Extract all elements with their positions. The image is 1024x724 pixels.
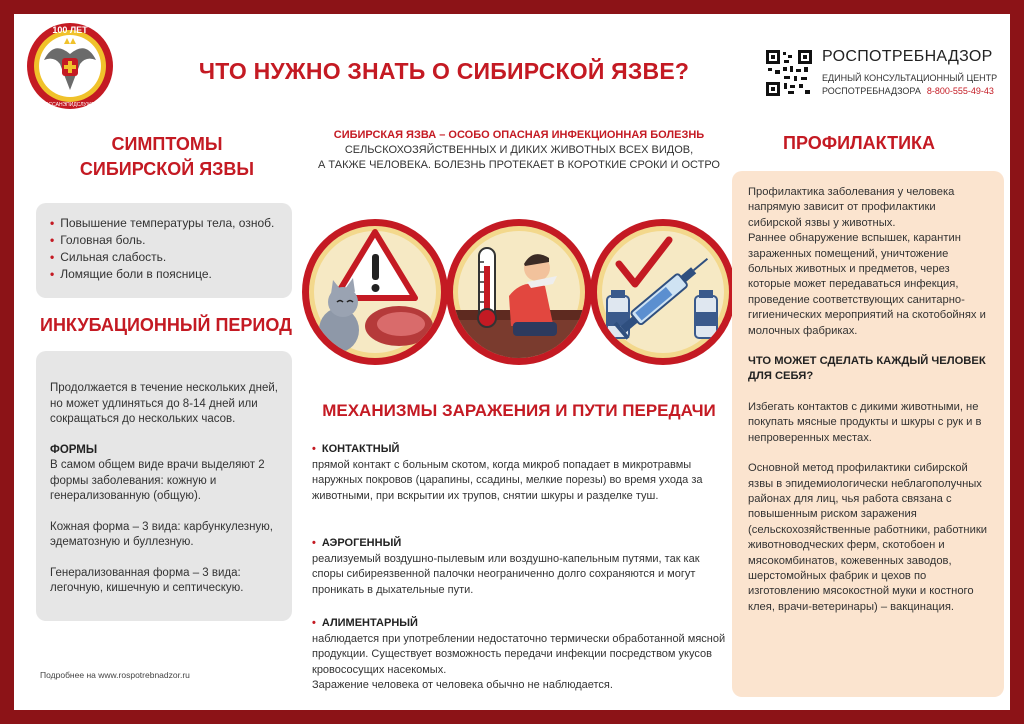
mechanism-aerogenic bbox=[312, 536, 732, 598]
intro-line-2: СЕЛЬСКОХОЗЯЙСТВЕННЫХ И ДИКИХ ЖИВОТНЫХ ВСЕХ ВИДОВ, bbox=[344, 144, 694, 156]
prevention-heading: ПРОФИЛАКТИКА bbox=[783, 133, 935, 153]
org-subtitle: ЕДИНЫЙ КОНСУЛЬТАЦИОННЫЙ ЦЕНТР bbox=[822, 73, 998, 83]
mechanism-title bbox=[312, 536, 732, 552]
mechanism-contact bbox=[312, 442, 732, 504]
hotline-phone: 8-800-555-49-43 bbox=[926, 86, 994, 96]
skin-form-text: Кожная форма – 3 вида: карбункулезную, эдематозную и буллезную. bbox=[50, 520, 274, 548]
page-title: ЧТО НУЖНО ЗНАТЬ О СИБИРСКОЙ ЯЗВЕ? bbox=[198, 58, 690, 84]
bullet-icon: • bbox=[50, 233, 55, 247]
symptom-text: Повышение температуры тела, озноб. bbox=[60, 216, 275, 230]
list-item bbox=[50, 232, 292, 249]
mechanism-title bbox=[312, 616, 732, 632]
forms-heading: ФОРМЫ bbox=[50, 443, 98, 456]
poster bbox=[14, 14, 1010, 710]
org-subtitle-2: РОСПОТРЕБНАДЗОРА bbox=[822, 86, 921, 96]
sick-person-thermometer-icon bbox=[446, 219, 592, 365]
contact-title: КОНТАКТНЫЙ bbox=[321, 443, 400, 455]
list-item bbox=[50, 266, 292, 283]
intro-text bbox=[314, 128, 724, 173]
warning-cat-meat-icon bbox=[302, 219, 448, 365]
mechanisms-heading: МЕХАНИЗМЫ ЗАРАЖЕНИЯ И ПУТИ ПЕРЕДАЧИ bbox=[322, 401, 716, 420]
bullet-icon: • bbox=[312, 617, 316, 629]
prevention-text-4: Основной метод профилактики сибирской язвы в эпидемиологически неблагополучных районах для лиц, чья работа связана с повышенным риском заражения (сельскохозяйственные работники, работники животноводческих ферм, скотобоен и мясокомбинатов, кожевенных заводов, шерстомойных фабрик и цехов по изготовлению мясокостной муки и костного клея, врачи-ветеринары) – вакцинация. bbox=[748, 462, 987, 613]
bullet-icon: • bbox=[312, 537, 316, 549]
symptoms-heading bbox=[36, 132, 298, 182]
aero-title: АЭРОГЕННЫЙ bbox=[321, 537, 402, 549]
intro-line-1: СИБИРСКАЯ ЯЗВА – ОСОБО ОПАСНАЯ ИНФЕКЦИОННАЯ БОЛЕЗНЬ bbox=[333, 129, 705, 141]
symptom-text: Головная боль. bbox=[60, 233, 146, 247]
symptoms-box bbox=[36, 203, 292, 298]
mechanism-alimentary bbox=[312, 616, 732, 694]
emblem-ring-text: ГОССАНЭПИДСЛУЖБА bbox=[42, 102, 98, 108]
qr-code-icon bbox=[766, 50, 812, 96]
aero-text: реализуемый воздушно-пылевым или воздушно-капельным путями, так как споры сибиреязвенной палочки неограниченно долго сохраняются и могут проникать в дыхательные пути. bbox=[312, 552, 700, 596]
transmission-note: Заражение человека от человека обычно не наблюдается. bbox=[312, 679, 613, 691]
bullet-icon: • bbox=[50, 267, 55, 281]
forms-text: В самом общем виде врачи выделяют 2 формы заболевания: кожную и генерализованную (общую). bbox=[50, 459, 265, 502]
vaccine-syringe-icon bbox=[590, 219, 736, 365]
org-subtitle-phone bbox=[822, 86, 994, 96]
prevention-question: ЧТО МОЖЕТ СДЕЛАТЬ КАЖДЫЙ ЧЕЛОВЕК ДЛЯ СЕБЯ? bbox=[748, 355, 986, 383]
list-item bbox=[50, 215, 292, 232]
mechanism-title bbox=[312, 442, 732, 458]
list-item bbox=[50, 249, 292, 266]
symptom-text: Сильная слабость. bbox=[60, 250, 167, 264]
footer-link-text: Подробнее на www.rospotrebnadzor.ru bbox=[40, 670, 190, 680]
emblem-years: 100 ЛЕТ bbox=[52, 25, 88, 35]
prevention-p1: Профилактика заболевания у человека напрямую зависит от профилактики сибирской язвы у животных. bbox=[748, 186, 955, 229]
org-name: РОСПОТРЕБНАДЗОР bbox=[822, 48, 993, 65]
bullet-icon: • bbox=[312, 443, 316, 455]
ali-title: АЛИМЕНТАРНЫЙ bbox=[321, 617, 418, 629]
prevention-box bbox=[732, 171, 1004, 697]
incubation-text: Продолжается в течение нескольких дней, но может удлиняться до 8-14 дней или сокращаться до нескольких часов. bbox=[50, 382, 278, 425]
symptom-text: Ломящие боли в пояснице. bbox=[60, 267, 212, 281]
generalized-form-text: Генерализованная форма – 3 вида: легочную, кишечную и септическую. bbox=[50, 566, 244, 594]
prevention-p2: Раннее обнаружение вспышек, карантин зараженных помещений, уничтожение больных животных и предметов, через которые может передаваться инфекция, проведение соответствующих санитарно-гигиенических мероприятий на скотобойнях и молочных фабриках. bbox=[748, 232, 986, 337]
prevention-text-3: Избегать контактов с дикими животными, не покупать мясные продукты и шкуры с рук и в непроверенных местах. bbox=[748, 400, 982, 444]
eagle-emblem-icon bbox=[24, 20, 116, 112]
bullet-icon: • bbox=[50, 250, 55, 264]
incubation-box bbox=[36, 351, 292, 621]
intro-line-3: А ТАКЖЕ ЧЕЛОВЕКА. БОЛЕЗНЬ ПРОТЕКАЕТ В КОРОТКИЕ СРОКИ И ОСТРО bbox=[318, 159, 720, 171]
ali-text: наблюдается при употреблении недостаточно термически обработанной мясной продукции. Существует возможность передачи инфекции посредством укусов кровососущих насекомых. bbox=[312, 632, 726, 676]
bullet-icon: • bbox=[50, 216, 55, 230]
prevention-text-1 bbox=[748, 185, 988, 339]
symptoms-heading-line1: СИМПТОМЫ bbox=[111, 134, 223, 154]
incubation-heading: ИНКУБАЦИОННЫЙ ПЕРИОД bbox=[40, 315, 292, 335]
contact-text: прямой контакт с больным скотом, когда микроб попадает в микротравмы наружных покровов (царапины, ссадины, мелкие порезы) во время ухода за животными, при вскрытии их трупов, снятии шкуры и разделке туш. bbox=[312, 458, 703, 502]
symptoms-heading-line2: СИБИРСКОЙ ЯЗВЫ bbox=[79, 159, 255, 179]
